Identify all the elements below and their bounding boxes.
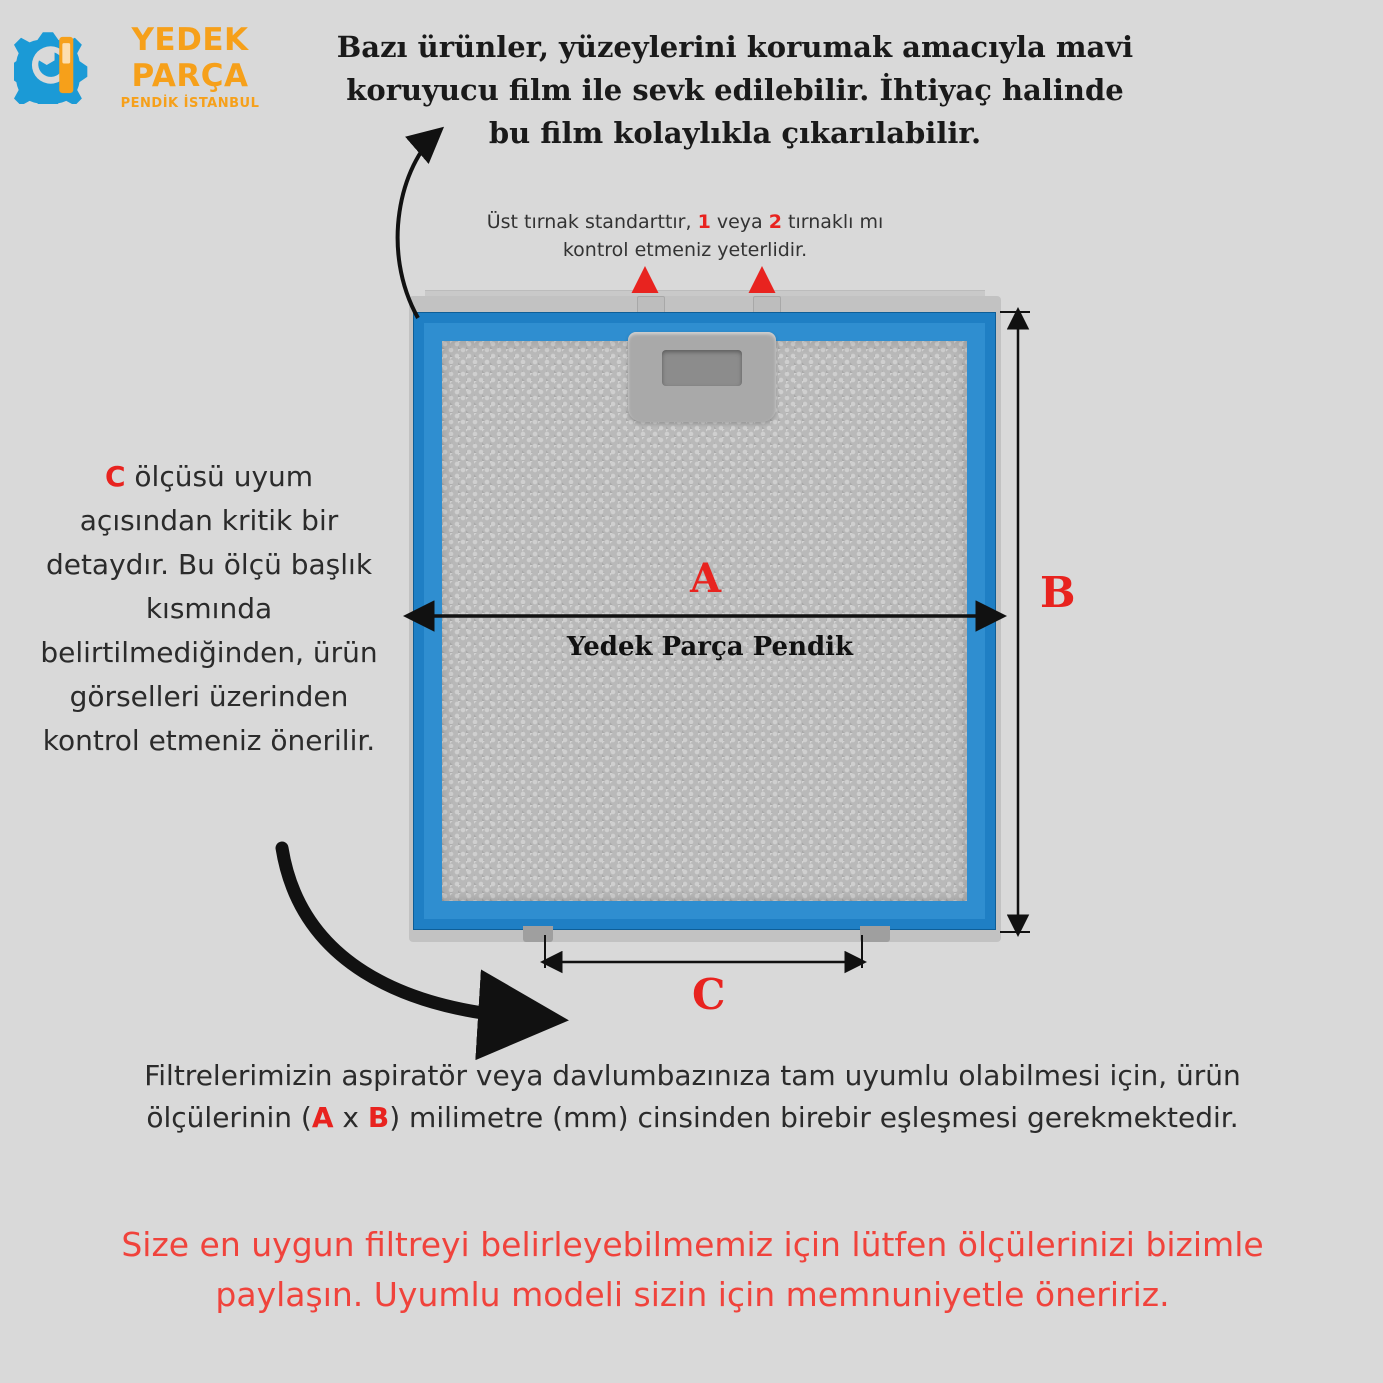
compatibility-x: x xyxy=(333,1101,368,1134)
filter-handle-slot xyxy=(662,350,742,386)
logo-line-2: PARÇA xyxy=(131,58,249,94)
logo-line-3: PENDİK İSTANBUL xyxy=(120,96,260,111)
c-measure-letter: C xyxy=(104,460,126,493)
compatibility-note xyxy=(110,1055,1275,1139)
bottom-tab-2 xyxy=(860,926,890,942)
compatibility-a: A xyxy=(311,1101,334,1134)
compatibility-b: B xyxy=(367,1101,390,1134)
tirnak-note-part2: veya xyxy=(710,211,769,233)
filter-mesh xyxy=(442,341,967,901)
c-measure-text: ölçüsü uyum açısından kritik bir detaydır. Bu ölçü başlık kısmında belirtilmediğinden, ürün görselleri üzerinden kontrol etmeniz önerilir. xyxy=(40,460,378,757)
logo-line-1: YEDEK xyxy=(131,22,249,58)
compatibility-note-part2: ) milimetre (mm) cinsinden birebir eşleşmesi gerekmektedir. xyxy=(389,1101,1239,1134)
tirnak-note-part3: tırnaklı mı kontrol etmeniz yeterlidir. xyxy=(562,211,884,261)
mesh-brand-text: Yedek Parça Pendik xyxy=(566,632,854,662)
headline-text: Bazı ürünler, yüzeylerini korumak amacıyla mavi koruyucu film ile sevk edilebilir. İhtiyaç halinde bu film kolaylıkla çıkarılabilir. xyxy=(336,30,1134,150)
dimension-label-a: A xyxy=(690,555,722,602)
gear-wrench-icon xyxy=(14,26,92,104)
tirnak-count-1: 1 xyxy=(697,211,711,233)
filter-handle xyxy=(628,332,776,422)
bottom-tab-1 xyxy=(523,926,553,942)
cta-note: Size en uygun filtreyi belirleyebilmemiz için lütfen ölçülerinizi bizimle paylaşın. Uyumlu modeli sizin için memnuniyetle öneririz. xyxy=(121,1225,1264,1314)
dimension-label-c: C xyxy=(692,970,726,1019)
dimension-label-b: B xyxy=(1040,568,1076,617)
filter-illustration xyxy=(405,290,1005,950)
c-measure-note xyxy=(34,455,384,763)
tirnak-count-2: 2 xyxy=(768,211,782,233)
compatibility-note-part1: Filtrelerimizin aspiratör veya davlumbazınıza tam uyumlu olabilmesi için, ürün ölçülerinin ( xyxy=(144,1059,1241,1134)
brand-logo xyxy=(8,8,278,128)
tirnak-note xyxy=(470,208,900,264)
tirnak-note-part1: Üst tırnak standarttır, xyxy=(486,211,698,233)
